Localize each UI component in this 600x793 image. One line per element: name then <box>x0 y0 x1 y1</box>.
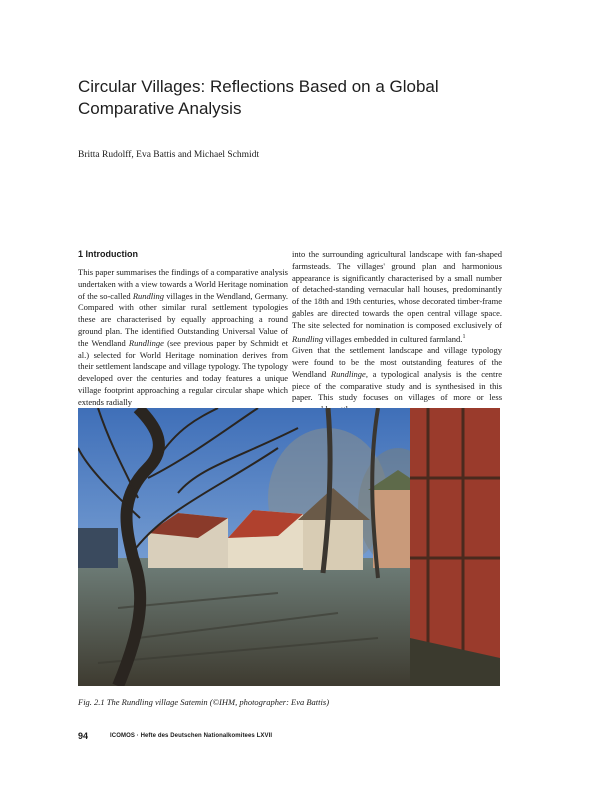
page-number: 94 <box>78 731 89 741</box>
italic-term: Rundlinge <box>128 337 164 348</box>
author-list: Britta Rudolff, Eva Battis and Michael Schmidt <box>78 150 260 160</box>
text-run: villages embedded in cultured farmland. <box>323 333 463 344</box>
figure-caption: Fig. 2.1 The Rundling village Satemin (©IHM, photographer: Eva Battis) <box>78 697 330 707</box>
running-footer: ICOMOS · Hefte des Deutschen Nationalkomitees LXVII <box>110 733 273 739</box>
paragraph <box>292 345 502 416</box>
section-heading: 1 Introduction <box>78 249 138 259</box>
figure-photo-village <box>78 408 500 686</box>
italic-term: Rundling <box>292 333 324 344</box>
paper-title: Circular Villages: Reflections Based on a Global Comparative Analysis <box>78 77 439 118</box>
village-photo-illustration <box>78 408 500 686</box>
text-run: Given that the settlement landscape and village typology were found to be the most outstanding features of the Wendland <box>292 345 502 379</box>
paragraph <box>292 249 502 345</box>
italic-term: Rundling <box>132 290 164 301</box>
text-run: into the surrounding agricultural landscape with fan-shaped farmsteads. The villages' ground plan and harmonious appearance is significantly characterised by a small number of detached-standing vernacular hall houses, predominantly of the 18th and 19th centuries, whose decorated timber-frame gables are directed towards the open central village space. The site selected for nomination is composed exclusively of <box>292 249 502 330</box>
text-run: (see previous paper by Schmidt et al.) selected for World Heritage nomination derives from their settlement landscape and village typology. The typology developed over the centuries and today features a unique village footprint approaching a regular circular shape which extends radially <box>78 337 288 407</box>
text-run: villages in the Wendland, Germany. Compared with other similar rural settlement typologies these are characterised by equally approaching a round ground plan. The identified Outstanding Universal Value of the Wendland <box>78 290 288 348</box>
text-run: This paper summarises the findings of a comparative analysis undertaken with a view towards a World Heritage nomination of the so-called <box>78 267 288 301</box>
footnote-ref[interactable]: 1 <box>462 333 466 340</box>
italic-term: Rundlinge <box>330 368 366 379</box>
body-column-left <box>78 267 288 409</box>
text-run: , a typological analysis is the centre piece of the comparative study and is synthesised in this paper. This study focuses on villages of more or less <box>292 368 502 403</box>
body-column-right <box>292 249 502 416</box>
paragraph <box>78 267 288 409</box>
